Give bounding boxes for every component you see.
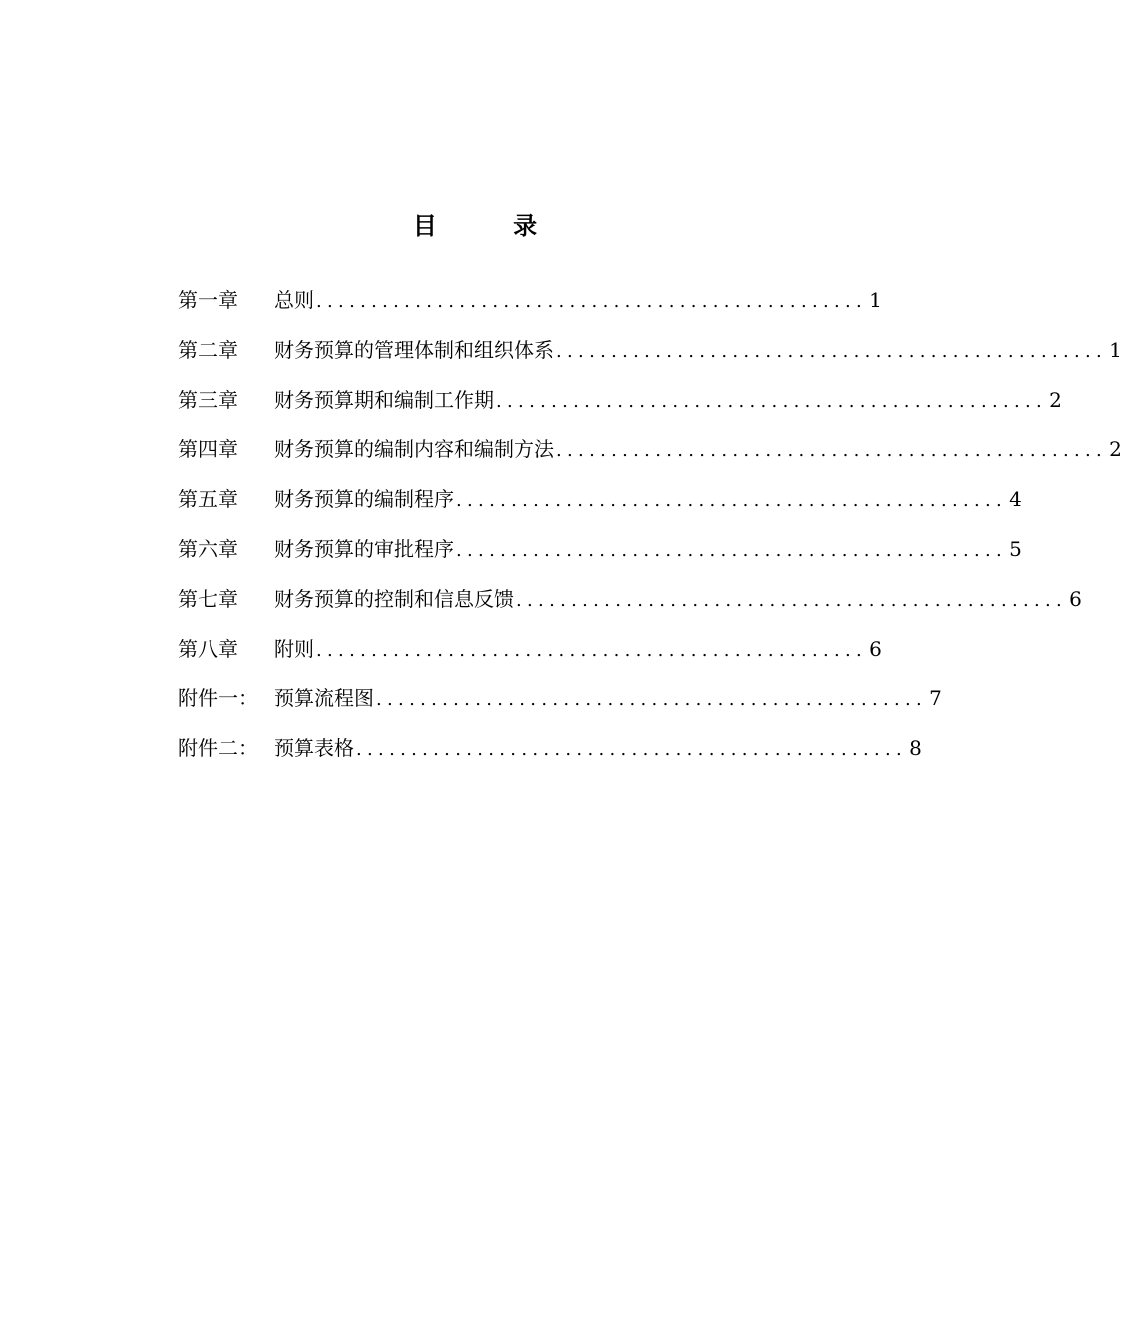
toc-entry-title: 财务预算的控制和信息反馈	[274, 586, 514, 611]
toc-entry[interactable]	[178, 530, 1022, 580]
toc-dot-leader: ..................................................	[496, 390, 1048, 412]
toc-entry-title: 附则	[274, 636, 314, 661]
toc-chapter-label: 第四章	[178, 437, 238, 462]
toc-dot-leader: ..................................................	[456, 490, 1008, 512]
toc-page-number: 8	[909, 736, 922, 761]
toc-entry[interactable]	[178, 580, 1082, 630]
toc-entry[interactable]	[178, 430, 1122, 480]
toc-chapter-label: 第七章	[178, 586, 238, 611]
toc-page-number: 7	[929, 686, 942, 711]
toc-entry[interactable]	[178, 729, 922, 779]
toc-entry[interactable]	[178, 281, 882, 331]
toc-entry-title: 财务预算的编制内容和编制方法	[274, 437, 554, 462]
toc-entry-title: 预算流程图	[274, 686, 374, 711]
toc-entry[interactable]	[178, 381, 1062, 431]
toc-appendix-label: 附件二：	[178, 736, 258, 761]
toc-page-number: 6	[1069, 586, 1082, 611]
toc-entry[interactable]	[178, 480, 1022, 530]
toc-dot-leader: ..................................................	[376, 689, 928, 711]
toc-page-number: 4	[1009, 487, 1022, 512]
toc-dot-leader: ..................................................	[456, 539, 1008, 561]
toc-entry-title: 财务预算的审批程序	[274, 536, 454, 561]
toc-dot-leader: ..................................................	[356, 739, 908, 761]
toc-chapter-label: 第五章	[178, 487, 238, 512]
table-of-contents	[178, 281, 1122, 779]
toc-page-number: 6	[869, 636, 882, 661]
toc-entry-title: 财务预算的管理体制和组织体系	[274, 337, 554, 362]
toc-dot-leader: ..................................................	[556, 440, 1108, 462]
toc-dot-leader: ..................................................	[556, 340, 1108, 362]
toc-chapter-label: 第六章	[178, 536, 238, 561]
toc-dot-leader: ..................................................	[316, 639, 868, 661]
toc-chapter-label: 第二章	[178, 337, 238, 362]
toc-dot-leader: ..................................................	[316, 291, 868, 312]
toc-chapter-label: 第一章	[178, 288, 238, 312]
toc-page-number: 2	[1049, 387, 1062, 412]
toc-chapter-label: 第八章	[178, 636, 238, 661]
toc-page-number: 2	[1109, 437, 1122, 462]
toc-page-number: 5	[1009, 536, 1022, 561]
toc-entry-title: 财务预算期和编制工作期	[274, 387, 494, 412]
toc-entry-title: 总则	[274, 288, 314, 312]
toc-dot-leader: ..................................................	[516, 589, 1068, 611]
toc-entry-title: 预算表格	[274, 736, 354, 761]
toc-appendix-label: 附件一：	[178, 686, 258, 711]
toc-page-number: 1	[869, 288, 882, 312]
toc-chapter-label: 第三章	[178, 387, 238, 412]
toc-entry[interactable]	[178, 331, 1122, 381]
toc-heading: 目 录	[412, 211, 572, 240]
toc-page-number: 1	[1109, 337, 1122, 362]
toc-entry[interactable]	[178, 679, 942, 729]
toc-entry[interactable]	[178, 630, 882, 680]
toc-entry-title: 财务预算的编制程序	[274, 487, 454, 512]
